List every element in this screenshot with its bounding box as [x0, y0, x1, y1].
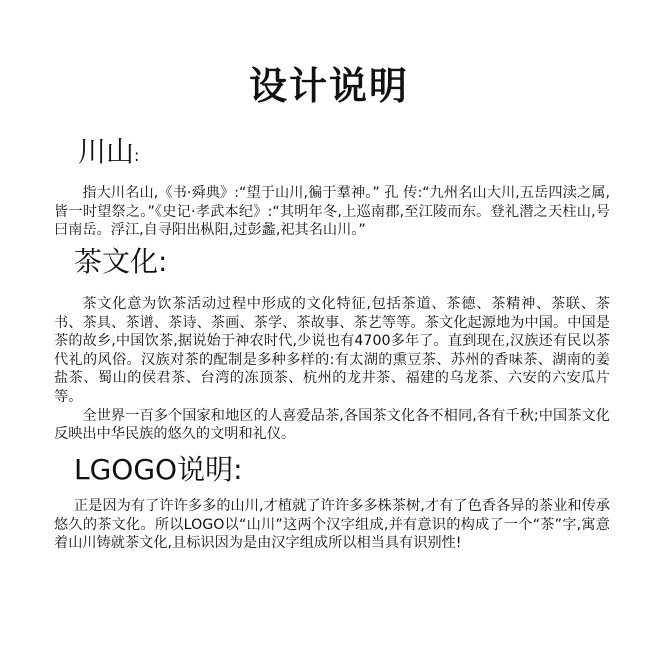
- paragraph: 指大川名山,《书·舜典》:“望于山川,徧于羣神。” 孔 传:“九州名山大川,五岳四渎之属,皆一时望祭之。”《史记·孝武本纪》:“其明年冬,上巡南郡,至江陵而东。登礼潜之天柱山,号曰南岳。浮江,自寻阳出枞阳,过彭蠡,祀其名山川。”: [54, 185, 610, 239]
- paragraph: 正是因为有了许许多多的山川,才植就了许许多多株茶树,才有了色香各异的茶业和传承悠久的茶文化。所以LOGO以“山川”这两个汉字组成,并有意识的构成了一个“茶”字,寓意着山川铸就茶文化,且标识因为是由汉字组成所以相当具有识别性!: [54, 498, 610, 552]
- section-body-logo: [54, 497, 610, 553]
- section-heading-logo: LGOGO说明:: [74, 453, 243, 486]
- section-heading-chuanshan: [78, 134, 139, 174]
- section-heading-colon: :: [134, 146, 140, 165]
- page-title: 设计说明: [248, 64, 409, 108]
- paragraph: 全世界一百多个国家和地区的人喜爱品茶,各国茶文化各不相同,各有千秋;中国茶文化反映出中华民族的悠久的文明和礼仪。: [54, 407, 610, 443]
- section-body-chuanshan: [54, 184, 610, 240]
- section-heading-text: 川山: [78, 135, 135, 168]
- paragraph: 茶文化意为饮茶活动过程中形成的文化特征,包括茶道、茶德、茶精神、茶联、茶书、茶具、茶谱、茶诗、茶画、茶学、茶故事、茶艺等等。茶文化起源地为中国。中国是茶的故乡,中国饮茶,据说始于神农时代,少说也有4700多年了。直到现在,汉族还有民以茶代礼的风俗。汉族对茶的配制是多种多样的:有太湖的熏豆茶、苏州的香味茶、湖南的姜盐茶、蜀山的侯君茶、台湾的冻顶茶、杭州的龙井茶、福建的乌龙茶、六安的六安瓜片等。: [54, 296, 610, 405]
- section-heading-tea-culture: 茶文化:: [74, 245, 168, 278]
- section-body-tea-culture: [54, 295, 610, 444]
